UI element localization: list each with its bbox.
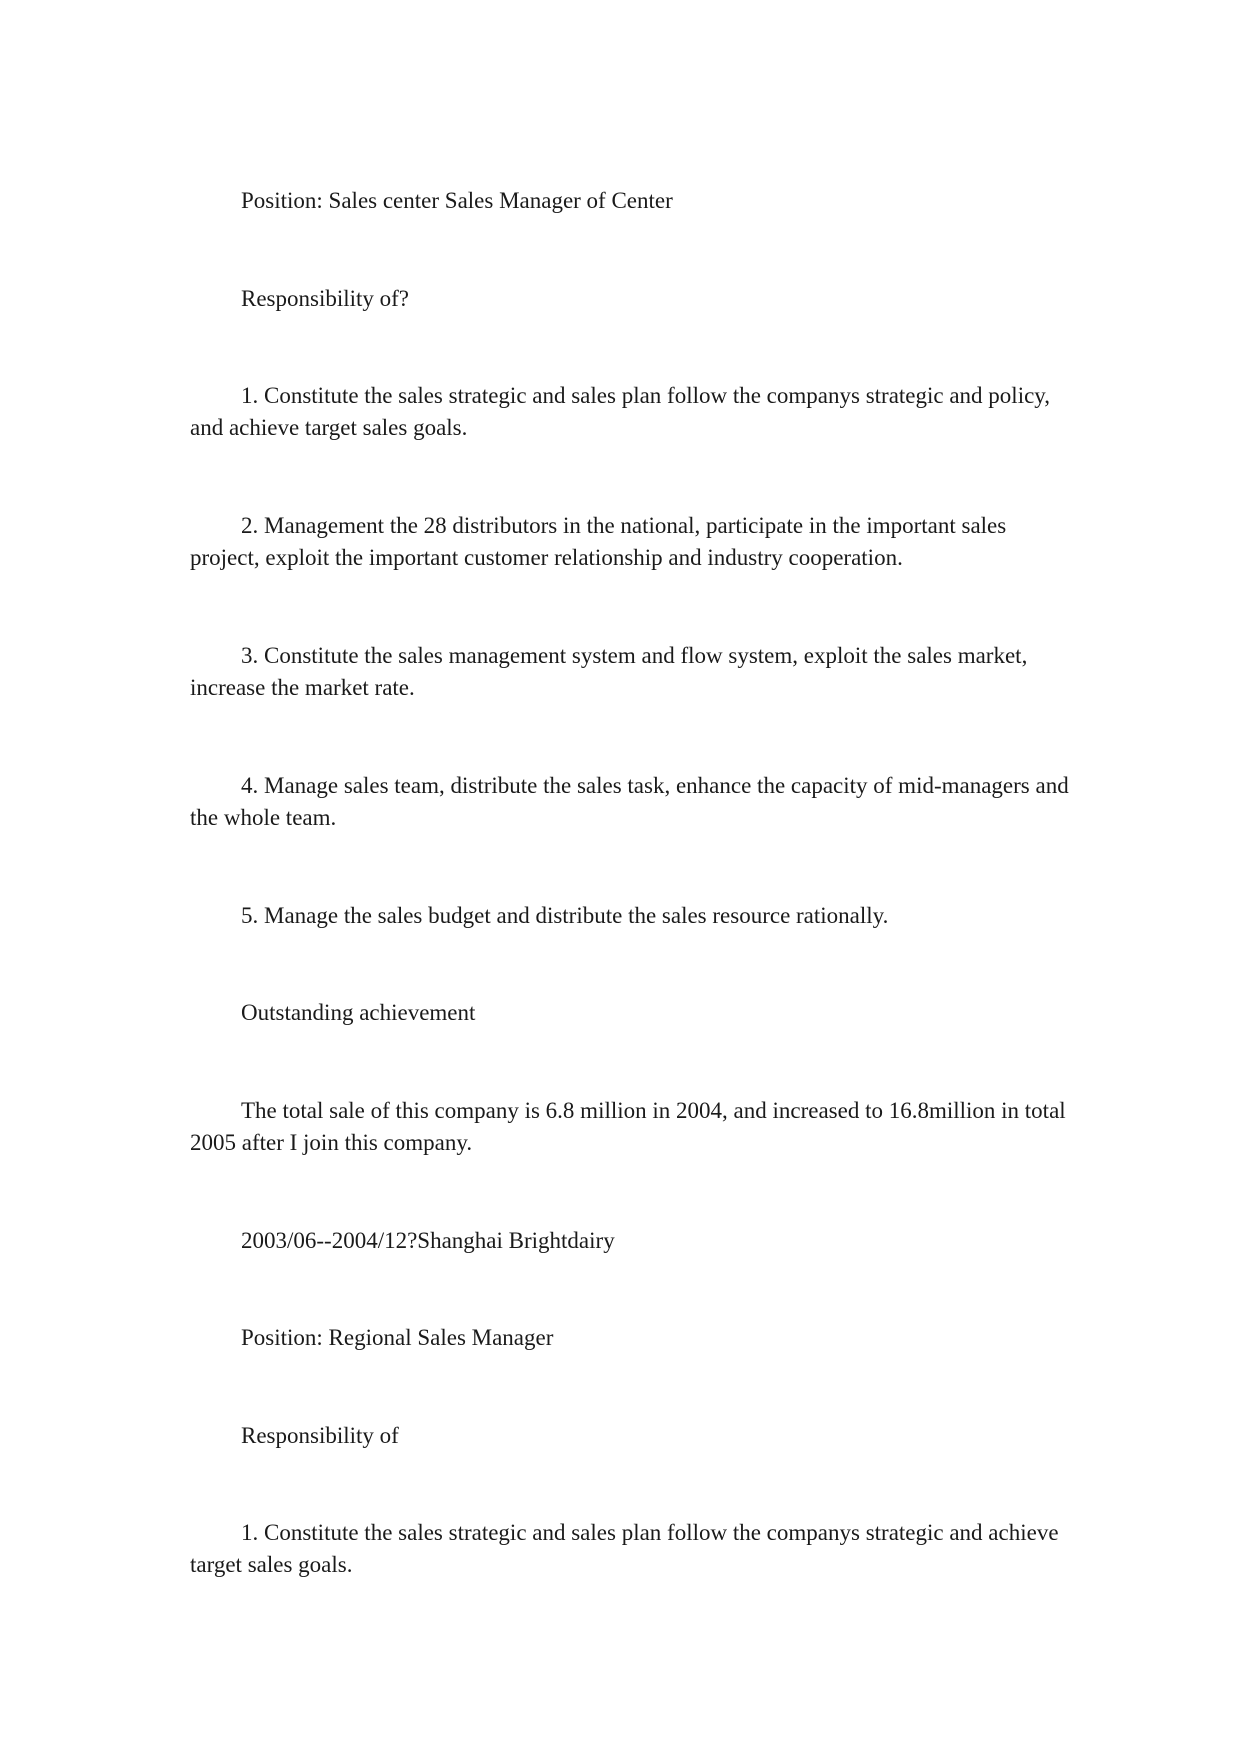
responsibility-heading-2: Responsibility of (241, 1423, 399, 1448)
achievement-heading: Outstanding achievement (241, 1000, 476, 1025)
responsibility-item-2: 2. Management the 28 distributors in the national, participate in the important sales project, exploit the important customer relationship and industry cooperation. (190, 513, 1007, 570)
achievement-text: The total sale of this company is 6.8 million in 2004, and increased to 16.8million in total 2005 after I join this company. (190, 1098, 1066, 1155)
responsibility-item-3: 3. Constitute the sales management system and flow system, exploit the sales market, increase the market rate. (190, 643, 1028, 700)
responsibility-item-4: 4. Manage sales team, distribute the sales task, enhance the capacity of mid-managers and the whole team. (190, 773, 1069, 830)
responsibility-item-5: 5. Manage the sales budget and distribute the sales resource rationally. (241, 903, 889, 928)
responsibility-heading: Responsibility of? (241, 286, 410, 311)
position-heading-2: Position: Regional Sales Manager (241, 1325, 554, 1350)
responsibility-item-1: 1. Constitute the sales strategic and sales plan follow the companys strategic and policy, and achieve target sales goals. (190, 383, 1051, 440)
employment-period: 2003/06--2004/12?Shanghai Brightdairy (241, 1228, 615, 1253)
responsibility-item-1-second: 1. Constitute the sales strategic and sales plan follow the companys strategic and achieve target sales goals. (190, 1520, 1059, 1577)
position-heading: Position: Sales center Sales Manager of Center (241, 188, 673, 213)
